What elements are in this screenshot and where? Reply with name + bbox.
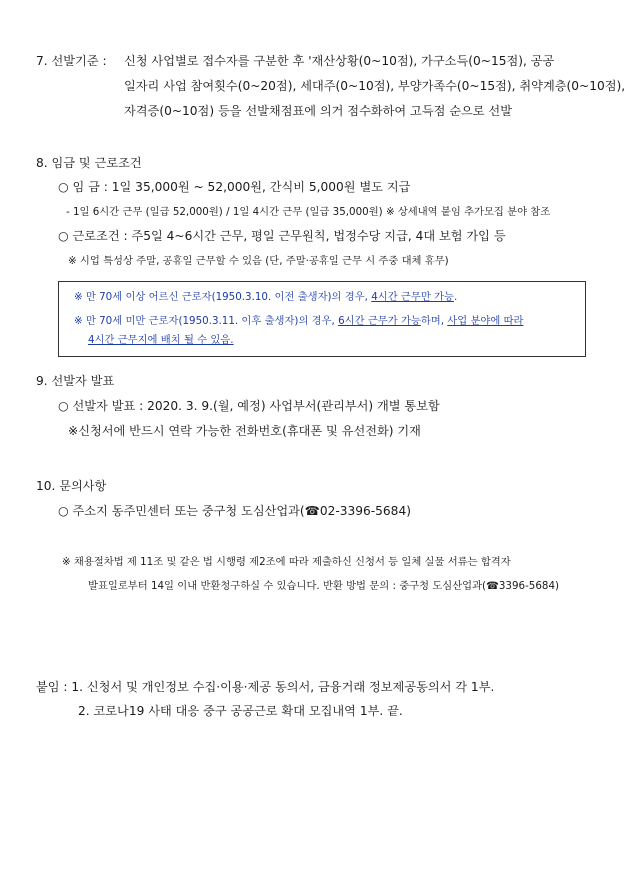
age-notice-2-text: ※ 만 70세 미만 근로자(1950.3.11. 이후 출생자)의 경우,: [74, 315, 339, 327]
section-9-heading: 9. 선발자 발표: [36, 374, 115, 388]
age-notice-line-2: [74, 313, 523, 330]
age-notice-2-underline: 6시간 근무가 가능: [338, 315, 421, 327]
work-conditions-line: ○ 근로조건 : 주5일 4~6시간 근무, 평일 근무원칙, 법정수당 지급, 4대 보험 가입 등: [58, 229, 506, 243]
inquiry-line: ○ 주소지 동주민센터 또는 중구청 도심산업과(☎02-3396-5684): [58, 504, 411, 518]
age-notice-2-underline-2: 사업 분야에 따라: [447, 315, 524, 327]
section-7-heading: 7. 선발기준 :: [36, 54, 107, 68]
return-notice-line-1: ※ 채용절차법 제 11조 및 같은 법 시행령 제2조에 따라 제출하신 신청서 등 일체 실물 서류는 합격자: [62, 556, 511, 568]
wage-line: ○ 임 금 : 1일 35,000원 ~ 52,000원, 간식비 5,000원 별도 지급: [58, 180, 411, 194]
attachment-line-1: 붙임 : 1. 신청서 및 개인정보 수집·이용·제공 동의서, 금융거래 정보제공동의서 각 1부.: [36, 680, 495, 694]
age-notice-1-end: .: [453, 291, 458, 303]
section-8-heading: 8. 임금 및 근로조건: [36, 156, 142, 170]
announcement-line: ○ 선발자 발표 : 2020. 3. 9.(월, 예정) 사업부서(관리부서) 개별 통보함: [58, 399, 440, 413]
age-notice-2-mid: 하며,: [420, 315, 448, 327]
work-conditions-note: ※ 시업 특성상 주말, 공휴일 근무할 수 있음 (단, 주말·공휴일 근무 시 주중 대체 휴무): [68, 255, 449, 267]
section-7-line-3: 자격증(0~10점) 등을 선발채점표에 의거 점수화하여 고득점 순으로 선발: [124, 104, 512, 118]
return-notice-line-2: 발표일로부터 14일 이내 반환청구하실 수 있습니다. 반환 방법 문의 : 중구청 도심산업과(☎3396-5684): [88, 580, 560, 592]
age-notice-1-underline: 4시간 근무만 가능: [371, 291, 454, 303]
wage-note: - 1일 6시간 근무 (일급 52,000원) / 1일 4시간 근무 (일급 35,000원) ※ 상세내역 붙임 추가모집 분야 참조: [66, 206, 551, 218]
age-notice-line-1: [74, 289, 457, 306]
age-notice-1-text: ※ 만 70세 이상 어르신 근로자(1950.3.10. 이전 출생자)의 경우,: [74, 291, 372, 303]
section-10-heading: 10. 문의사항: [36, 479, 107, 493]
age-notice-line-3: 4시간 근무지에 배치 될 수 있음.: [88, 334, 234, 346]
section-7-line-2: 일자리 사업 참여횟수(0~20점), 세대주(0~10점), 부양가족수(0~15점), 취약계층(0~10점),: [124, 79, 626, 93]
attachment-line-2: 2. 코로나19 사태 대응 중구 공공근로 확대 모집내역 1부. 끝.: [78, 704, 403, 718]
section-7-line-1: 신청 사업별로 접수자를 구분한 후 '재산상황(0~10점), 가구소득(0~15점), 공공: [124, 54, 555, 68]
announcement-note: ※신청서에 반드시 연락 가능한 전화번호(휴대폰 및 유선전화) 기재: [68, 424, 421, 438]
